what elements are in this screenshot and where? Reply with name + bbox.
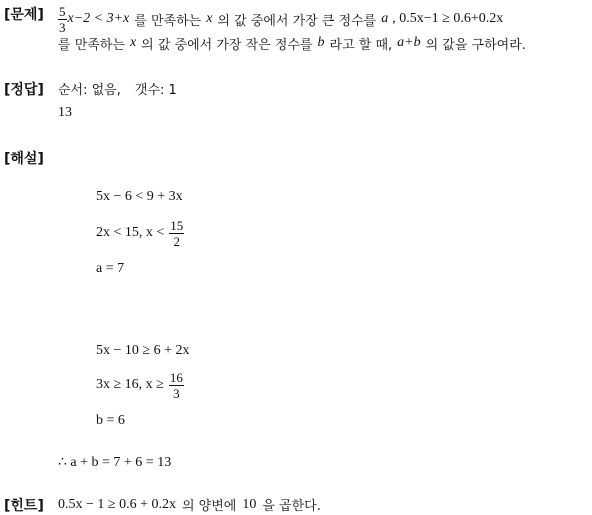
explanation-result: a = 7 [96,261,125,276]
answer-count: 갯수: 1 [134,83,177,98]
explanation-step-text: 2x < 15, x < [96,225,165,240]
explanation-fraction [169,371,184,400]
problem-line-2 [58,34,526,52]
problem-text: 의 값을 구하여라. [425,37,526,53]
answer-value: 13 [58,105,72,120]
problem-text: 의 값 중에서 가장 작은 정수를 [141,37,313,53]
hint-text [58,495,321,514]
problem-inequality-2: , 0.5x−1 ≥ 0.6+0.2x [392,11,504,26]
fraction-numerator: 15 [170,217,184,233]
explanation-label: [해설] [4,151,44,167]
problem-text: 의 값 중에서 가장 큰 정수를 [217,13,377,29]
explanation-step [96,214,184,252]
fraction-denominator: 2 [173,233,181,249]
explanation-conclusion: ∴ a + b = 7 + 6 = 13 [58,455,172,470]
problem-text: 를 만족하는 [134,13,202,29]
explanation-step: 5x − 10 ≥ 6 + 2x [96,343,190,358]
problem-text: 라고 할 때, [329,37,393,53]
answer-meta [58,79,177,98]
problem-label: [문제] [4,7,44,23]
hint-phrase: 의 양변에 [181,499,237,514]
fraction-denominator: 3 [173,385,180,401]
hint-label: [힌트] [4,498,44,514]
fraction-numerator: 16 [169,369,183,385]
explanation-step: 5x − 6 < 9 + 3x [96,189,183,204]
fraction-denominator: 3 [59,19,66,35]
fraction-numerator: 5 [59,3,66,19]
hint-inequality: 0.5x − 1 ≥ 0.6 + 0.2x [58,496,176,512]
explanation-fraction [169,219,184,248]
problem-variable: x [129,35,137,50]
explanation-step-text: 3x ≥ 16, x ≥ [96,377,164,392]
problem-variable: x [206,11,213,26]
answer-label: [정답] [4,82,44,98]
problem-fraction [58,5,67,34]
hint-phrase: 을 곱한다. [262,499,321,514]
problem-text: 를 만족하는 [58,37,125,53]
explanation-result: b = 6 [96,413,125,428]
problem-variable: b [317,35,325,50]
explanation-step [96,366,184,404]
hint-number: 10 [242,496,257,512]
problem-inequality-1: x−2 < 3+x [67,11,130,26]
problem-variable: a [381,11,389,26]
problem-expression: a+b [397,35,421,50]
problem-line-1 [58,3,503,35]
answer-order: 순서: 없음, [58,83,121,98]
